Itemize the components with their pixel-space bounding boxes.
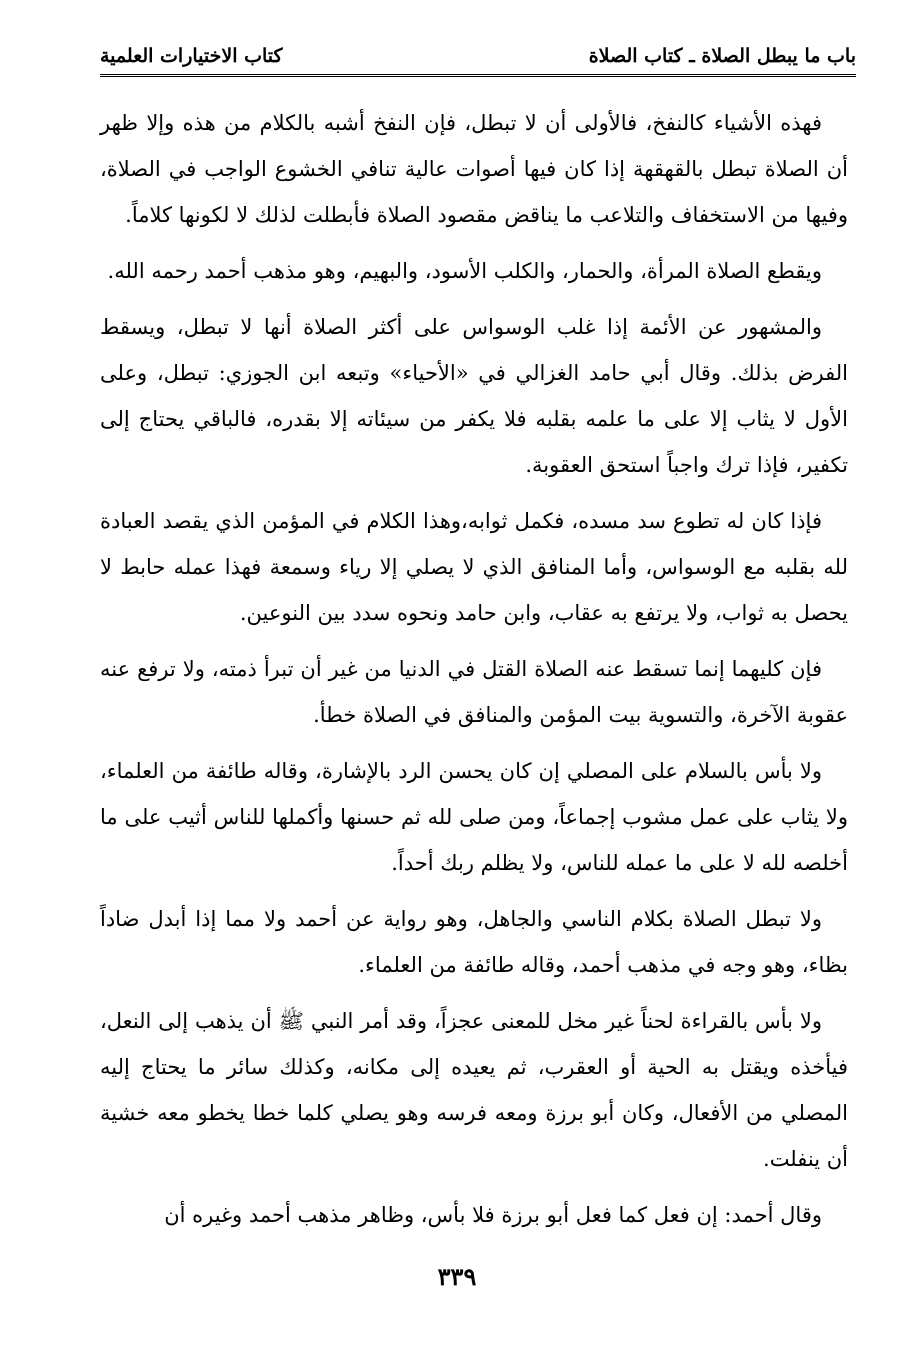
paragraph: وقال أحمد: إن فعل كما فعل أبو برزة فلا بأس، وظاهر مذهب أحمد وغيره أن	[164, 1203, 822, 1227]
header-chapter-title: باب ما يبطل الصلاة ـ كتاب الصلاة	[588, 45, 856, 67]
paragraph: فإذا كان له تطوع سد مسده، فكمل ثوابه،وهذا الكلام في المؤمن الذي يقصد العبادة لله بقلبه مع الوسواس، وأما المنافق الذي لا يصلي إلا رياء وسمعة فهذا عمله حابط لا يحصل به ثواب، ولا يرتفع به عقاب، وابن حامد ونحوه سدد بين النوعين.	[100, 509, 848, 625]
paragraph: ولا بأس بالسلام على المصلي إن كان يحسن الرد بالإشارة، وقاله طائفة من العلماء، ولا يثاب على عمل مشوب إجماعاً، ومن صلى لله ثم حسنها وأكملها للناس أثيب على ما أخلصه لله لا على ما عمله للناس، ولا يظلم ربك أحداً.	[100, 759, 848, 875]
main-text	[100, 100, 848, 1248]
paragraph: ولا تبطل الصلاة بكلام الناسي والجاهل، وهو رواية عن أحمد ولا مما إذا أبدل ضاداً بظاء، وهو وجه في مذهب أحمد، وقاله طائفة من العلماء.	[100, 907, 848, 977]
paragraph: فهذه الأشياء كالنفخ، فالأولى أن لا تبطل، فإن النفخ أشبه بالكلام من هذه وإلا ظهر أن الصلاة تبطل بالقهقهة إذا كان فيها أصوات عالية تنافي الخشوع الواجب في الصلاة، وفيها من الاستخفاف والتلاعب ما يناقض مقصود الصلاة فأبطلت لذلك لا لكونها كلاماً.	[100, 111, 848, 227]
header-book-title: كتاب الاختيارات العلمية	[100, 45, 283, 67]
running-header	[100, 40, 856, 70]
paragraph: والمشهور عن الأئمة إذا غلب الوسواس على أكثر الصلاة أنها لا تبطل، ويسقط الفرض بذلك. وقال أبي حامد الغزالي في «الأحياء» وتبعه ابن الجوزي: تبطل، وعلى الأول لا يثاب إلا على ما علمه بقلبه فلا يكفر من سيئاته إلا بقدره، فالباقي يحتاج إلى تكفير، فإذا ترك واجباً استحق العقوبة.	[100, 315, 848, 477]
page-number: ٣٣٩	[437, 1262, 477, 1291]
paragraph: ولا بأس بالقراءة لحناً غير مخل للمعنى عجزاً، وقد أمر النبي ﷺ أن يذهب إلى النعل، فيأخذه ويقتل به الحية أو العقرب، ثم يعيده إلى مكانه، وكذلك سائر ما يحتاج إليه المصلي من الأفعال، وكان أبو برزة ومعه فرسه وهو يصلي كلما خطا يخطو معه خشية أن ينفلت.	[100, 1009, 848, 1171]
paragraph: فإن كليهما إنما تسقط عنه الصلاة القتل في الدنيا من غير أن تبرأ ذمته، ولا ترفع عنه عقوبة الآخرة، والتسوية بيت المؤمن والمنافق في الصلاة خطأ.	[100, 657, 848, 727]
paragraph: ويقطع الصلاة المرأة، والحمار، والكلب الأسود، والبهيم، وهو مذهب أحمد رحمه الله.	[107, 259, 822, 283]
header-divider	[100, 74, 856, 77]
